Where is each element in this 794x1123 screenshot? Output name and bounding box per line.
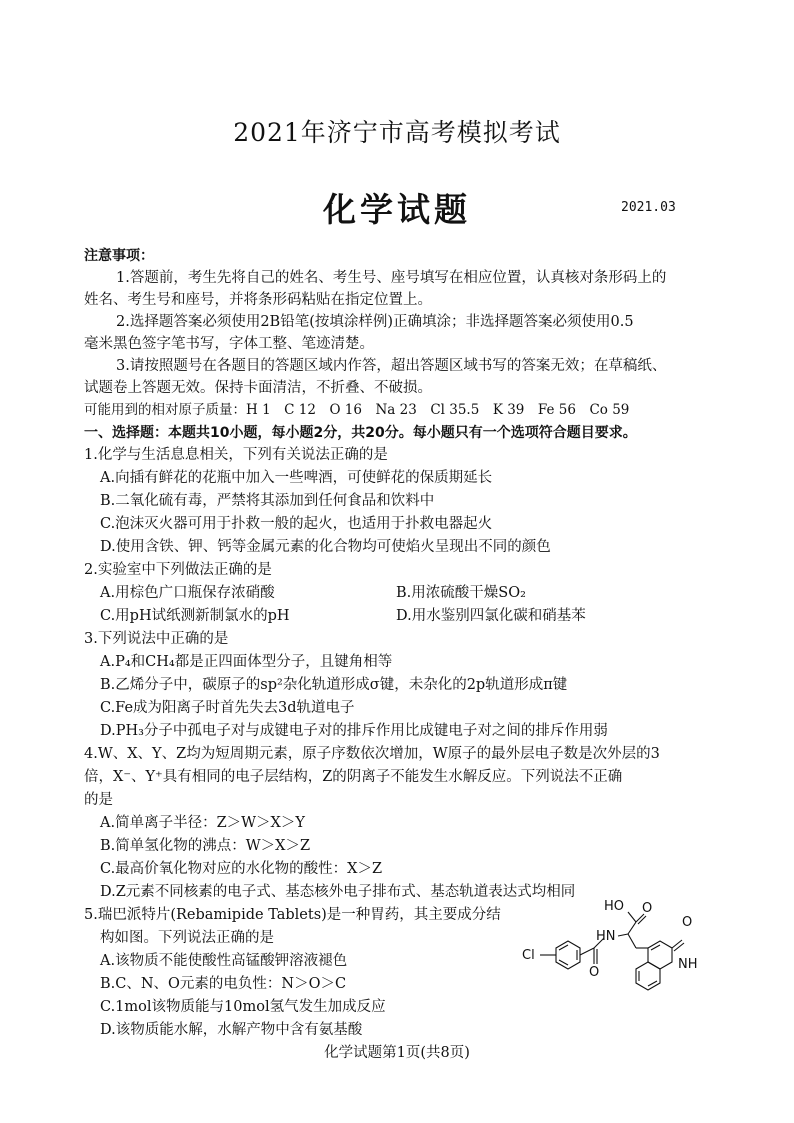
notes-heading: 注意事项：	[84, 248, 154, 264]
q4-stem-line-2: 倍，X⁻、Y⁺具有相同的电子层结构，Z的阴离子不能发生水解反应。下列说法不正确	[84, 769, 623, 785]
rebamipide-structure-diagram	[518, 896, 718, 1024]
q4-stem-line-1: 4.W、X、Y、Z均为短周期元素，原子序数依次增加，W原子的最外层电子数是次外层的3	[84, 746, 660, 762]
q2-option-d: D.用水鉴别四氯化碳和硝基苯	[396, 608, 586, 624]
q4-stem-line-3: 的是	[84, 792, 113, 808]
q5-stem-line-2: 构如图。下列说法正确的是	[100, 930, 274, 946]
q3-option-c: C.Fe成为阳离子时首先失去3d轨道电子	[100, 700, 355, 716]
atomic-masses: 可能用到的相对原子质量：H 1 C 12 O 16 Na 23 Cl 35.5 K 39 Fe 56 Co 59	[84, 402, 630, 418]
note-3-line-2: 试题卷上答题无效。保持卡面清洁，不折叠、不破损。	[84, 380, 432, 396]
hydroxyl-label: HO	[604, 899, 625, 914]
q1-stem: 1.化学与生活息息相关，下列有关说法正确的是	[84, 447, 388, 463]
q5-option-c: C.1mol该物质能与10mol氢气发生加成反应	[100, 999, 386, 1015]
q4-option-d: D.Z元素不同核素的电子式、基态核外电子排布式、基态轨道表达式均相同	[100, 884, 576, 900]
q4-option-b: B.简单氢化物的沸点：W＞X＞Z	[100, 838, 311, 854]
q2-option-c: C.用pH试纸测新制氯水的pH	[100, 608, 290, 624]
q3-option-b: B.乙烯分子中，碳原子的sp²杂化轨道形成σ键，未杂化的2p轨道形成π键	[100, 677, 568, 693]
q1-option-a: A.向插有鲜花的花瓶中加入一些啤酒，可使鲜花的保质期延长	[100, 470, 493, 486]
q5-stem-line-1: 5.瑞巴派特片(Rebamipide Tablets)是一种胃药，其主要成分结	[84, 907, 501, 923]
carboxyl-oxygen-label: O	[642, 901, 653, 916]
q3-option-a: A.P₄和CH₄都是正四面体型分子，且键角相等	[100, 654, 393, 670]
q3-option-d: D.PH₃分子中孤电子对与成键电子对的排斥作用比成键电子对之间的排斥作用弱	[100, 723, 608, 739]
q4-option-c: C.最高价氧化物对应的水化物的酸性：X＞Z	[100, 861, 383, 877]
exam-title: 2021年济宁市高考模拟考试	[233, 118, 561, 147]
note-2-line-1: 2.选择题答案必须使用2B铅笔(按填涂样例)正确填涂；非选择题答案必须使用0.5	[116, 314, 634, 330]
note-3-line-1: 3.请按照题号在各题目的答题区域内作答，超出答题区域书写的答案无效；在草稿纸、	[116, 358, 667, 374]
note-1-line-2: 姓名、考生号和座号，并将条形码粘贴在指定位置上。	[84, 292, 432, 308]
q3-stem: 3.下列说法中正确的是	[84, 631, 229, 647]
q2-stem: 2.实验室中下列做法正确的是	[84, 562, 272, 578]
page-footer: 化学试题第1页(共8页)	[324, 1045, 470, 1061]
q1-option-d: D.使用含铁、钾、钙等金属元素的化合物均可使焰火呈现出不同的颜色	[100, 539, 551, 555]
q5-option-a: A.该物质不能使酸性高锰酸钾溶液褪色	[100, 953, 348, 969]
amide-hn-label: HN	[596, 929, 616, 944]
ring-nh-label: NH	[678, 957, 698, 972]
q2-option-b: B.用浓硫酸干燥SO₂	[396, 585, 526, 601]
section-1-heading: 一、选择题：本题共10小题，每小题2分，共20分。每小题只有一个选项符合题目要求。	[84, 425, 637, 441]
ring-carbonyl-oxygen-label: O	[682, 915, 693, 930]
q5-option-b: B.C、N、O元素的电负性：N＞O＞C	[100, 976, 347, 992]
q1-option-b: B.二氧化硫有毒，严禁将其添加到任何食品和饮料中	[100, 493, 435, 509]
chlorine-label: Cl	[522, 948, 535, 963]
amide-oxygen-label: O	[589, 965, 600, 980]
q2-option-a: A.用棕色广口瓶保存浓硝酸	[100, 585, 275, 601]
subject-title: 化学试题	[323, 190, 471, 229]
note-1-line-1: 1.答题前，考生先将自己的姓名、考生号、座号填写在相应位置，认真核对条形码上的	[116, 270, 667, 286]
q1-option-c: C.泡沫灭火器可用于扑救一般的起火，也适用于扑救电器起火	[100, 516, 493, 532]
note-2-line-2: 毫米黑色签字笔书写，字体工整、笔迹清楚。	[84, 336, 374, 352]
exam-date: 2021.03	[621, 200, 676, 215]
q5-option-d: D.该物质能水解，水解产物中含有氨基酸	[100, 1022, 363, 1038]
q4-option-a: A.简单离子半径：Z＞W＞X＞Y	[100, 815, 305, 831]
